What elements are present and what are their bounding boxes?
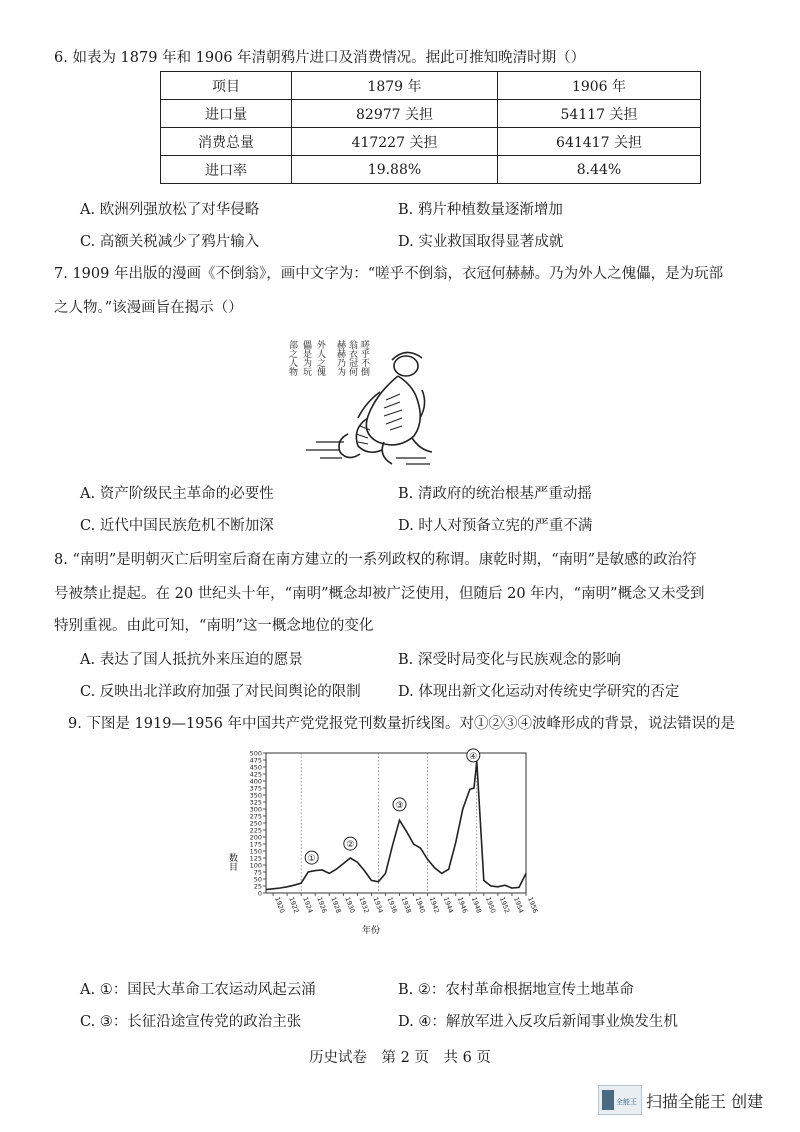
- peak-marker-label: ④: [469, 751, 478, 762]
- cartoon-caption-col: 嗟乎不倒: [359, 340, 369, 376]
- table-cell: 641417 关担: [498, 128, 701, 156]
- q7-option-a: A. 资产阶级民主革命的必要性: [80, 486, 274, 502]
- x-tick-label: 1926: [315, 895, 329, 915]
- x-tick-label: 1956: [526, 895, 540, 915]
- y-tick-label: 350: [249, 791, 262, 800]
- x-axis-label: 年份: [361, 926, 381, 936]
- q8-option-a: A. 表达了国人抵抗外来压迫的愿景: [80, 652, 303, 668]
- x-tick-label: 1940: [413, 895, 427, 915]
- x-tick-label: 1948: [469, 895, 484, 915]
- table-row: [161, 72, 701, 100]
- q8-option-d: D. 体现出新文化运动对传统史学研究的否定: [398, 684, 680, 700]
- q9-option-d: D. ④：解放军进入反攻后新闻事业焕发生机: [398, 1014, 678, 1030]
- y-tick-label: 175: [249, 840, 262, 849]
- q8-stem-line1: 8. “南明”是明朝灭亡后明室后裔在南方建立的一系列政权的称谓。康乾时期，“南明”是敏感的政治符: [54, 552, 697, 568]
- logo-text: 全能王: [616, 1098, 637, 1106]
- x-tick-label: 1932: [357, 895, 371, 915]
- q8-option-c: C. 反映出北洋政府加强了对民间舆论的限制: [80, 684, 361, 700]
- y-tick-label: 375: [249, 784, 262, 793]
- y-tick-label: 300: [249, 805, 262, 814]
- y-tick-label: 100: [249, 861, 262, 870]
- y-tick-label: 425: [249, 770, 262, 779]
- table-header-cell: 1879 年: [292, 72, 498, 100]
- x-tick-label: 1946: [455, 895, 470, 915]
- tumbler-cartoon-image: [276, 330, 446, 468]
- cartoon-caption-col: 外人之傀: [315, 340, 325, 376]
- opium-table: [160, 71, 701, 184]
- x-tick-label: 1934: [371, 895, 385, 915]
- q9-option-a: A. ①：国民大革命工农运动风起云涌: [80, 982, 316, 998]
- y-tick-label: 325: [249, 798, 262, 807]
- peak-marker-label: ②: [346, 840, 355, 851]
- table-cell: 19.88%: [292, 156, 498, 184]
- y-tick-label: 275: [249, 812, 262, 821]
- table-cell: 进口率: [161, 156, 292, 184]
- table-cell: 消费总量: [161, 128, 292, 156]
- y-tick-label: 500: [249, 749, 262, 758]
- table-row: [161, 156, 701, 184]
- q7-stem-line1: 7. 1909 年出版的漫画《不倒翁》，画中文字为：“嗟乎不倒翁，衣冠何赫赫。乃为外人之傀儡，是为玩部: [54, 266, 724, 282]
- x-tick-label: 1936: [385, 895, 399, 915]
- y-tick-label: 125: [249, 854, 262, 863]
- table-cell: 417227 关担: [292, 128, 498, 156]
- y-tick-label: 200: [249, 833, 262, 842]
- q6-option-d: D. 实业救国取得显著成就: [398, 234, 564, 250]
- y-axis-label: 数目: [227, 853, 237, 871]
- y-tick-label: 75: [253, 868, 262, 877]
- q9-stem: 9. 下图是 1919—1956 年中国共产党党报党刊数量折线图。对①②③④波峰形成的背景，说法错误的是: [68, 716, 735, 732]
- y-tick-label: 400: [249, 777, 262, 786]
- party-newspaper-line-chart: [226, 745, 540, 936]
- cartoon-caption-col: 儡是为玩: [301, 340, 311, 376]
- q6-option-a: A. 欧洲列强放松了对华侵略: [80, 202, 260, 218]
- q7-option-d: D. 时人对预备立宪的严重不满: [398, 518, 593, 534]
- table-row: [161, 100, 701, 128]
- watermark-text: 扫描全能王 创建: [646, 1092, 764, 1111]
- cartoon-caption-col: 翁衣冠何: [347, 340, 357, 376]
- q8-option-b: B. 深受时局变化与民族观念的影响: [398, 652, 621, 668]
- q7-option-c: C. 近代中国民族危机不断加深: [80, 518, 274, 534]
- q9-option-c: C. ③：长征沿途宣传党的政治主张: [80, 1014, 302, 1030]
- plot-frame: [266, 753, 526, 893]
- x-tick-label: 1950: [483, 895, 498, 915]
- y-tick-label: 475: [249, 756, 262, 765]
- x-tick-label: 1920: [273, 895, 287, 915]
- table-row: [161, 128, 701, 156]
- series-line: [266, 761, 526, 889]
- table-cell: 进口量: [161, 100, 292, 128]
- table-cell: 8.44%: [498, 156, 701, 184]
- q7-option-b: B. 清政府的统治根基严重动摇: [398, 486, 592, 502]
- q8-stem-line2: 号被禁止提起。在 20 世纪头十年，“南明”概念却被广泛使用，但随后 20 年内，“南明”概念又未受到: [54, 586, 705, 602]
- cartoon-caption-col: 部之人物: [287, 340, 297, 376]
- y-tick-label: 25: [253, 882, 262, 891]
- x-tick-label: 1930: [343, 895, 357, 915]
- table-header-cell: 1906 年: [498, 72, 701, 100]
- y-tick-label: 150: [249, 847, 262, 856]
- x-tick-label: 1928: [329, 895, 343, 915]
- y-tick-label: 0: [257, 889, 262, 898]
- x-tick-label: 1924: [301, 895, 315, 915]
- q9-option-b: B. ②：农村革命根据地宣传土地革命: [398, 982, 634, 998]
- table-cell: 54117 关担: [498, 100, 701, 128]
- scanner-logo-icon: [598, 1085, 642, 1115]
- q6-option-b: B. 鸦片种植数量逐渐增加: [398, 202, 563, 218]
- y-tick-label: 250: [249, 819, 262, 828]
- table-cell: 82977 关担: [292, 100, 498, 128]
- x-tick-label: 1944: [441, 895, 455, 915]
- q8-stem-line3: 特别重视。由此可知，“南明”这一概念地位的变化: [54, 618, 374, 634]
- cartoon-caption-col: 赫赫乃为: [335, 340, 345, 376]
- x-tick-label: 1952: [498, 895, 512, 915]
- scanner-watermark: [598, 1085, 778, 1115]
- q7-stem-line2: 之人物。”该漫画旨在揭示（）: [54, 300, 243, 316]
- x-tick-label: 1938: [399, 895, 413, 915]
- peak-marker-label: ①: [307, 854, 316, 865]
- x-tick-label: 1954: [512, 895, 526, 915]
- y-tick-label: 450: [249, 763, 262, 772]
- page-footer: 历史试卷 第 2 页 共 6 页: [309, 1050, 491, 1066]
- table-header-cell: 项目: [161, 72, 292, 100]
- x-tick-label: 1922: [287, 895, 301, 915]
- q6-option-c: C. 高额关税减少了鸦片输入: [80, 234, 260, 250]
- x-tick-label: 1942: [427, 895, 441, 915]
- y-tick-label: 225: [249, 826, 262, 835]
- peak-marker-label: ③: [395, 800, 404, 811]
- q6-stem: 6. 如表为 1879 年和 1906 年清朝鸦片进口及消费情况。据此可推知晚清时期（）: [54, 50, 586, 66]
- y-tick-label: 50: [253, 875, 262, 884]
